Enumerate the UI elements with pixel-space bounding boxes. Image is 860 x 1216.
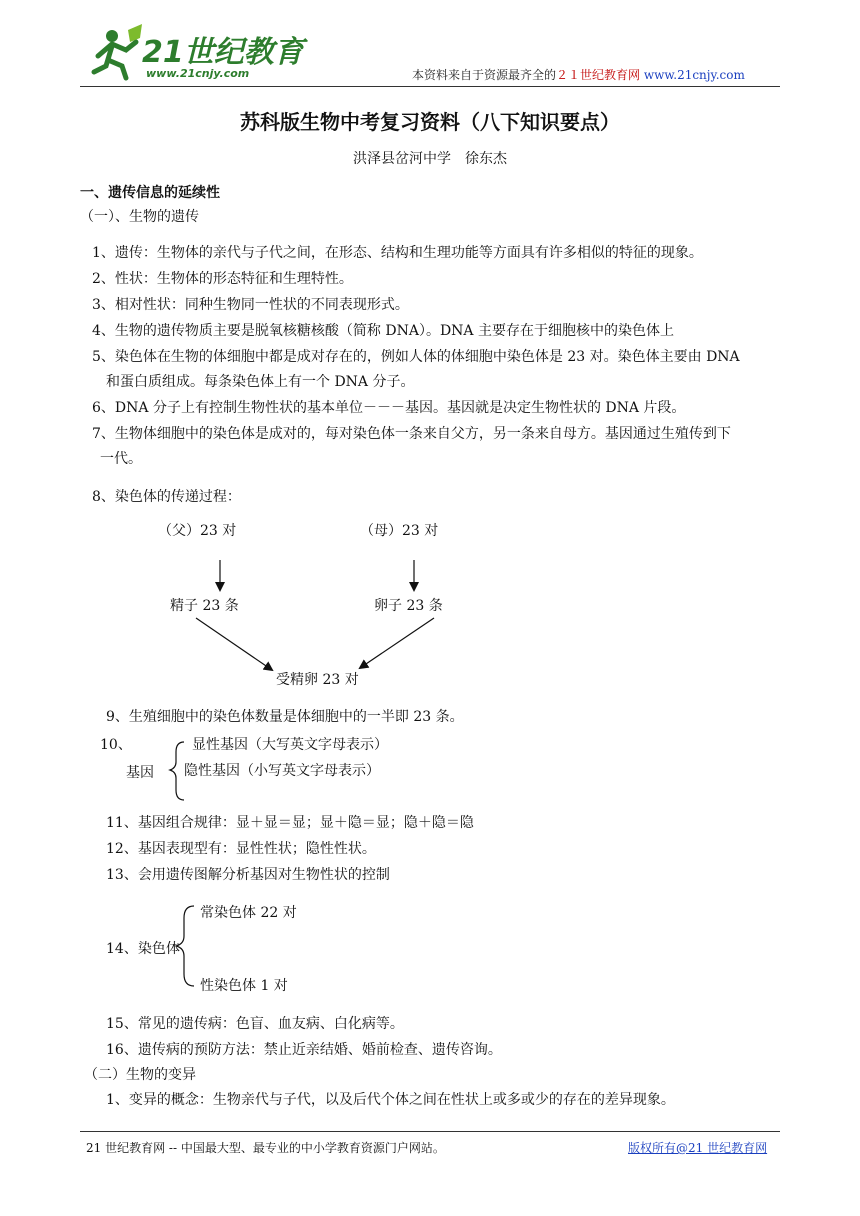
- item-16: 16、遗传病的预防方法：禁止近亲结婚、婚前检查、遗传咨询。: [106, 1042, 502, 1058]
- item-2: 2、性状：生物体的形态特征和生理特性。: [92, 271, 353, 287]
- diagram-egg: 卵子 23 条: [374, 598, 443, 614]
- item-9: 9、生殖细胞中的染色体数量是体细胞中的一半即 23 条。: [106, 709, 464, 725]
- gene-brace: [170, 742, 184, 800]
- header-note-site: ２１世纪教育网: [556, 68, 641, 82]
- item-6: 6、DNA 分子上有控制生物性状的基本单位－－－基因。基因就是决定生物性状的 DNA 片段。: [92, 400, 686, 416]
- item-5-line2: 和蛋白质组成。每条染色体上有一个 DNA 分子。: [106, 374, 415, 390]
- chromosome-sex: 性染色体 1 对: [200, 978, 288, 994]
- arrow-egg-zygote: [360, 618, 434, 668]
- diagram-sperm: 精子 23 条: [170, 598, 239, 614]
- footer-divider: [80, 1131, 780, 1132]
- header-note-prefix: 本资料来自于资源最齐全的: [412, 68, 557, 82]
- item-14: 14、染色体: [106, 941, 180, 957]
- item-8: 8、染色体的传递过程：: [92, 489, 241, 505]
- page-title: 苏科版生物中考复习资料（八下知识要点）: [240, 110, 620, 134]
- diagram-mother: （母）23 对: [360, 523, 439, 539]
- item-3: 3、相对性状：同种生物同一性状的不同表现形式。: [92, 297, 409, 313]
- item-10: 10、: [100, 737, 132, 753]
- item-13: 13、会用遗传图解分析基因对生物性状的控制: [106, 867, 390, 883]
- footer-copyright-link[interactable]: 版权所有@21 世纪教育网: [628, 1141, 768, 1155]
- subsection-heading: （一）、生物的遗传: [80, 209, 199, 225]
- item-5-line1: 5、染色体在生物的体细胞中都是成对存在的，例如人体的体细胞中染色体是 23 对。染色体主要由 DNA: [92, 349, 740, 365]
- variation-item-1: 1、变异的概念：生物亲代与子代，以及后代个体之间在性状上或多或少的存在的差异现象。: [106, 1092, 675, 1108]
- chromosome-autosome: 常染色体 22 对: [200, 905, 297, 921]
- arrow-sperm-zygote: [196, 618, 272, 670]
- diagram-zygote: 受精卵 23 对: [276, 672, 359, 688]
- item-15: 15、常见的遗传病：色盲、血友病、白化病等。: [106, 1016, 404, 1032]
- item-12: 12、基因表现型有：显性性状；隐性性状。: [106, 841, 376, 857]
- logo-text: 21世纪教育: [142, 35, 304, 70]
- subsection-heading-2: （二）生物的变异: [84, 1067, 196, 1083]
- gene-recessive: 隐性基因（小写英文字母表示）: [184, 763, 380, 779]
- item-11: 11、基因组合规律：显＋显＝显；显＋隐＝显；隐＋隐＝隐: [106, 815, 474, 831]
- logo-url: www.21cnjy.com: [146, 67, 250, 80]
- diagram-father: （父）23 对: [158, 523, 237, 539]
- item-1: 1、遗传：生物体的亲代与子代之间，在形态、结构和生理功能等方面具有许多相似的特征的现象。: [92, 245, 703, 261]
- section-heading: 一、遗传信息的延续性: [80, 185, 220, 201]
- gene-label: 基因: [126, 765, 154, 781]
- author-line: 洪泽县岔河中学 徐东杰: [353, 151, 507, 167]
- header-note-url[interactable]: www.21cnjy.com: [643, 68, 745, 82]
- item-4: 4、生物的遗传物质主要是脱氧核糖核酸（简称 DNA）。DNA 主要存在于细胞核中的染色体上: [92, 323, 674, 339]
- footer-text: 21 世纪教育网 -- 中国最大型、最专业的中小学教育资源门户网站。: [86, 1141, 445, 1155]
- item-7-line2: 一代。: [100, 451, 142, 467]
- item-7-line1: 7、生物体细胞中的染色体是成对的，每对染色体一条来自父方，另一条来自母方。基因通过生殖传到下: [92, 426, 731, 442]
- gene-dominant: 显性基因（大写英文字母表示）: [192, 737, 388, 753]
